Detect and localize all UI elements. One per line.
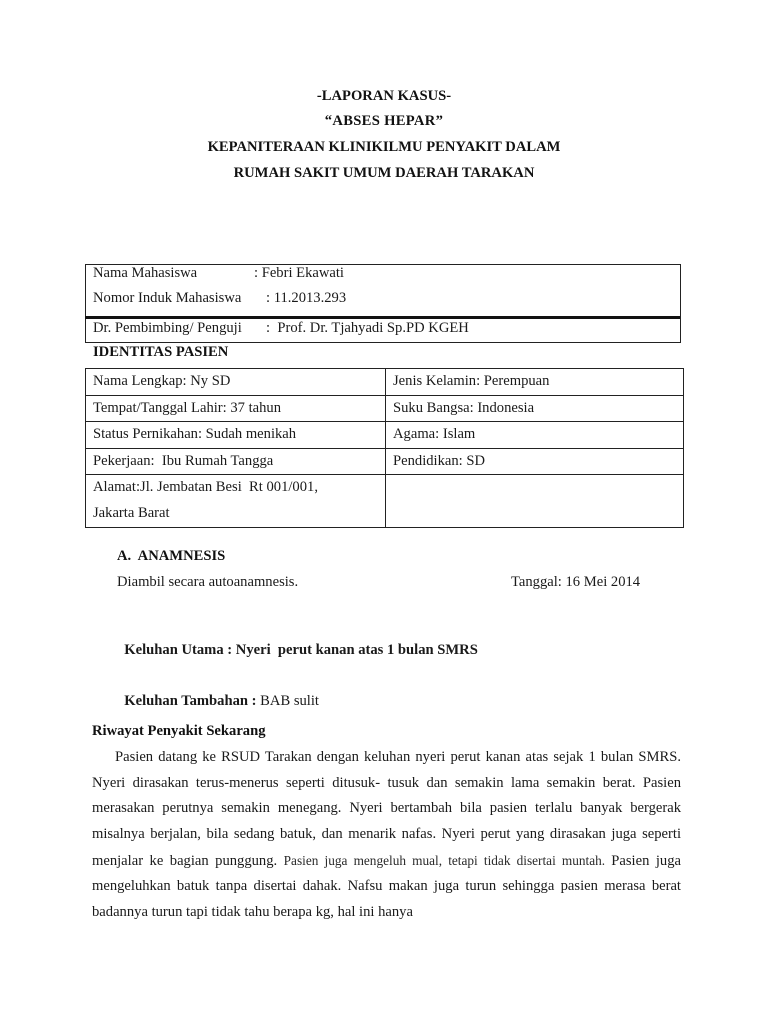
address-line-1: Alamat:Jl. Jembatan Besi Rt 001/001, [93,479,318,496]
student-name-value: : Febri Ekawati [254,265,344,281]
chief-complaint [117,625,478,659]
empty-cell [386,475,684,528]
history-heading: Riwayat Penyakit Sekarang [92,723,266,739]
table-row [86,448,684,475]
hospital-title: RUMAH SAKIT UMUM DAERAH TARAKAN [233,165,535,181]
patient-gender: Jenis Kelamin: Perempuan [386,369,684,396]
table-row [86,422,684,449]
patient-marital-status: Status Pernikahan: Sudah menikah [86,422,386,449]
student-nim-value: : 11.2013.293 [266,290,347,306]
history-paragraph [92,745,681,926]
report-type-title: -LAPORAN KASUS- [316,88,452,104]
student-nim-label: Nomor Induk Mahasiswa [93,290,242,306]
patient-religion: Agama: Islam [386,422,684,449]
anamnesis-date: Tanggal: 16 Mei 2014 [511,574,641,590]
anamnesis-method: Diambil secara autoanamnesis. [117,574,299,590]
case-title: “ABSES HEPAR” [324,113,444,129]
table-row [86,395,684,422]
chief-complaint-label: Keluhan Utama : [124,642,236,658]
patient-identity-table [85,368,684,528]
student-info-divider [85,316,680,319]
patient-occupation: Pekerjaan: Ibu Rumah Tangga [86,448,386,475]
additional-complaint-value: BAB sulit [260,693,319,709]
patient-address [86,475,386,528]
history-text-part-2: Pasien juga mengeluh mual, tetapi tidak disertai muntah. [283,852,612,868]
patient-ethnicity: Suku Bangsa: Indonesia [386,395,684,422]
table-row [86,369,684,396]
supervisor-label: Dr. Pembimbing/ Penguji [93,320,242,336]
identity-heading: IDENTITAS PASIEN [93,344,229,360]
department-title: KEPANITERAAN KLINIKILMU PENYAKIT DALAM [207,139,561,155]
patient-education: Pendidikan: SD [386,448,684,475]
supervisor-value: : Prof. Dr. Tjahyadi Sp.PD KGEH [266,320,469,336]
history-text-part-1: Pasien datang ke RSUD Tarakan dengan keluhan nyeri perut kanan atas sejak 1 bulan SMRS. Nyeri dirasakan terus-menerus seperti ditusuk- tusuk dan semakin lama semakin berat. Pasien merasakan perutnya semakin menegang. Nyeri bertambah bila pasien terlalu banyak bergerak misalnya berjalan, bila sedang batuk, dan menarik nafas. Nyeri perut yang dirasakan juga seperti menjalar ke bagian punggung. [92,749,681,869]
address-line-2: Jakarta Barat [93,504,170,521]
history-text-part-3: Pasien juga mengeluhkan batuk tanpa disertai dahak. Nafsu makan juga turun sehingga pasien merasa berat badannya turun tapi tidak tahu berapa kg, hal ini hanya [92,852,681,920]
additional-complaint [117,676,319,710]
additional-complaint-label: Keluhan Tambahan : [124,693,261,709]
patient-full-name: Nama Lengkap: Ny SD [86,369,386,396]
anamnesis-heading: A. ANAMNESIS [117,548,226,564]
chief-complaint-value: Nyeri perut kanan atas 1 bulan SMRS [235,642,478,658]
student-name-label: Nama Mahasiswa [93,265,198,281]
patient-birth: Tempat/Tanggal Lahir: 37 tahun [86,395,386,422]
table-row [86,475,684,528]
